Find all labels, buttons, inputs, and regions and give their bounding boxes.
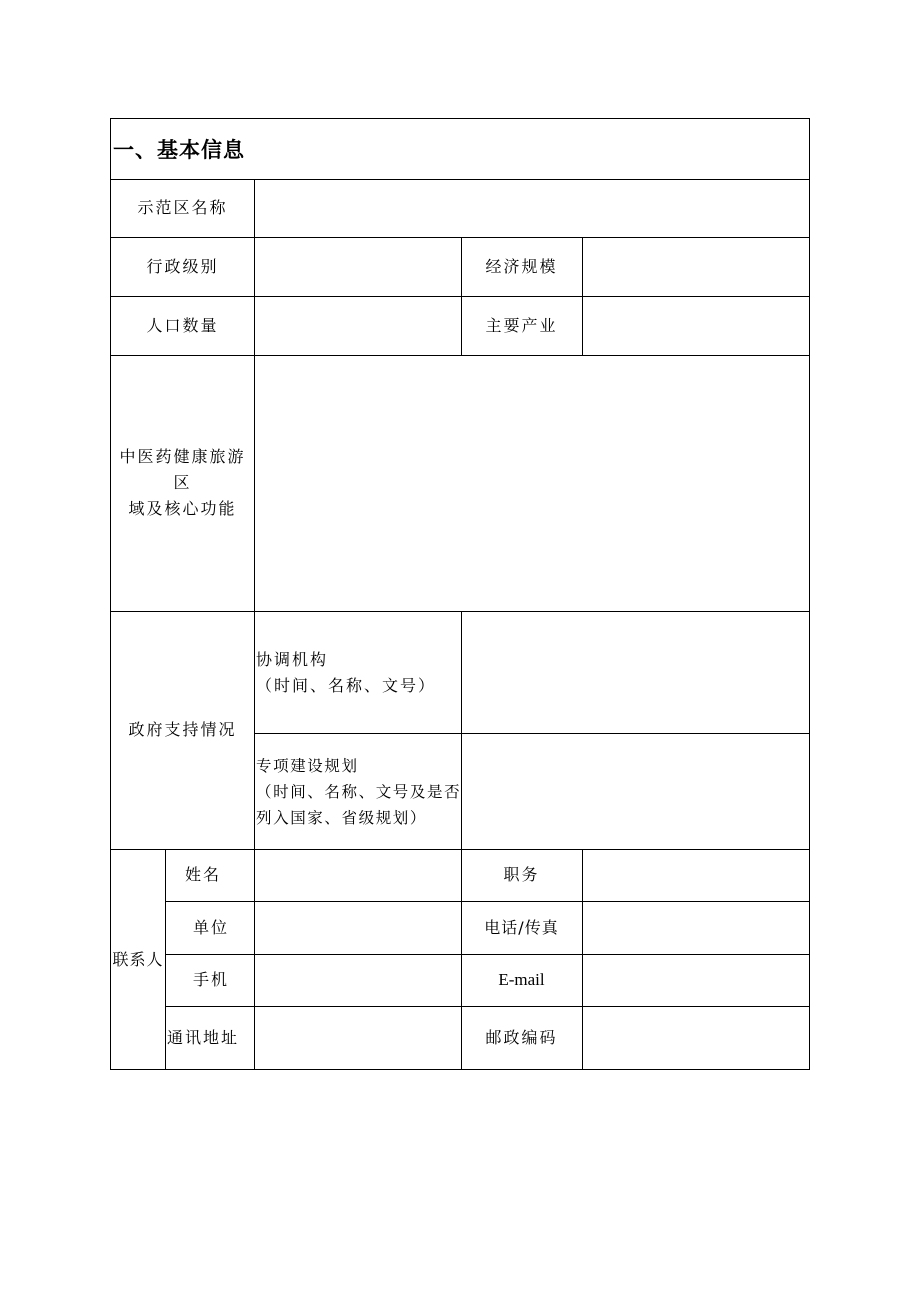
main-industry-label: 主要产业 xyxy=(485,315,558,335)
coordination-label-line2: （时间、名称、文号） xyxy=(256,675,437,695)
tcm-region-field[interactable] xyxy=(255,356,810,611)
special-plan-label-line1: 专项建设规划 xyxy=(256,756,359,775)
demo-name-field[interactable] xyxy=(255,180,810,237)
admin-level-field[interactable] xyxy=(255,238,461,296)
contact-phone-fax-label: 电话/传真 xyxy=(484,917,559,937)
economy-scale-field[interactable] xyxy=(583,238,810,296)
contact-name-field[interactable] xyxy=(255,850,461,901)
tcm-region-label-line1: 中医药健康旅游区 xyxy=(119,447,246,492)
contact-address-label: 通讯地址 xyxy=(167,1028,240,1047)
coordination-label-line1: 协调机构 xyxy=(256,649,329,669)
tcm-region-label xyxy=(111,355,254,611)
contact-mobile-label: 手机 xyxy=(193,970,230,989)
admin-level-label: 行政级别 xyxy=(146,256,219,276)
coordination-label xyxy=(255,612,461,733)
special-plan-label-line3: 列入国家、省级规划） xyxy=(256,808,428,827)
contact-email-label: E-mail xyxy=(498,970,545,989)
contact-position-label: 职务 xyxy=(503,865,540,884)
contact-postcode-field[interactable] xyxy=(583,1007,810,1070)
tcm-region-label-line2: 域及核心功能 xyxy=(128,499,237,518)
contact-unit-label: 单位 xyxy=(193,917,230,937)
main-industry-field[interactable] xyxy=(583,297,810,355)
section-title: 一、基本信息 xyxy=(113,138,245,162)
contact-name-label: 姓名 xyxy=(185,865,222,884)
contact-address-field[interactable] xyxy=(255,1007,461,1070)
contact-postcode-label: 邮政编码 xyxy=(485,1028,558,1047)
contact-unit-field[interactable] xyxy=(255,902,461,954)
contact-group-label: 联系人 xyxy=(112,949,164,969)
population-field[interactable] xyxy=(255,297,461,355)
economy-scale-label: 经济规模 xyxy=(485,256,558,276)
population-label: 人口数量 xyxy=(146,315,219,335)
contact-phone-fax-field[interactable] xyxy=(583,902,810,954)
gov-support-label: 政府支持情况 xyxy=(128,720,237,739)
coordination-field[interactable] xyxy=(462,612,810,733)
contact-email-field[interactable] xyxy=(583,955,810,1006)
contact-position-field[interactable] xyxy=(583,850,810,901)
basic-info-form xyxy=(110,118,810,1070)
special-plan-label-line2: （时间、名称、文号及是否 xyxy=(256,782,462,801)
contact-mobile-field[interactable] xyxy=(255,955,461,1006)
special-plan-field[interactable] xyxy=(462,734,810,849)
special-plan-label xyxy=(255,734,465,849)
demo-name-label: 示范区名称 xyxy=(137,198,228,217)
